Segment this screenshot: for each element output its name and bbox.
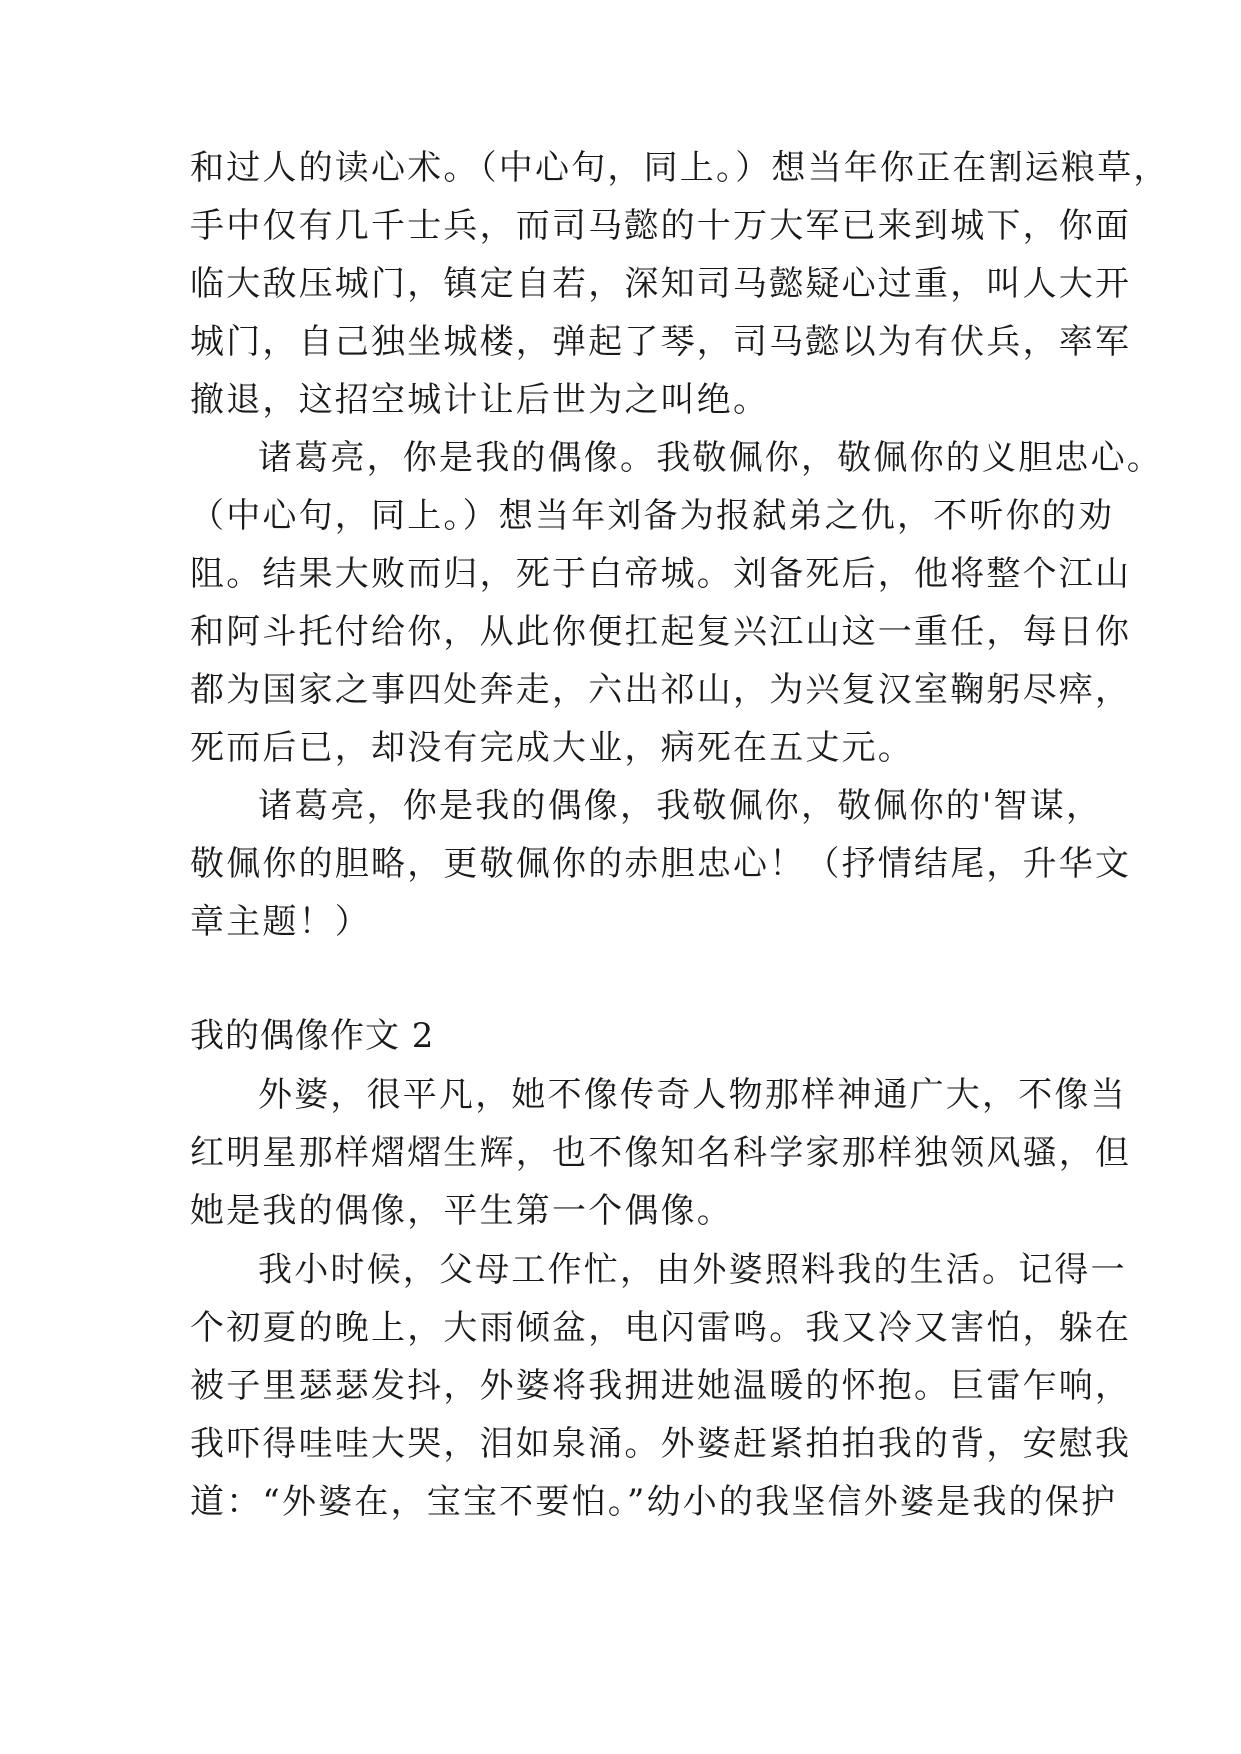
text-line: 被子里瑟瑟发抖，外婆将我拥进她温暖的怀抱。巨雷乍响，	[190, 1366, 1132, 1406]
text-line: 和过人的读心术。（中心句，同上。）想当年你正在割运粮草，	[190, 148, 1170, 188]
text-line: 我吓得哇哇大哭，泪如泉涌。外婆赶紧拍拍我的背，安慰我	[190, 1424, 1132, 1464]
text-line: 阻。结果大败而归，死于白帝城。刘备死后，他将整个江山	[190, 554, 1132, 594]
section-heading: 我的偶像作文 2	[190, 1016, 435, 1056]
text-line: 个初夏的晚上，大雨倾盆，电闪雷鸣。我又冷又害怕，躲在	[190, 1308, 1132, 1348]
text-line: 我小时候，父母工作忙，由外婆照料我的生活。记得一	[258, 1250, 1127, 1290]
text-line: 都为国家之事四处奔走，六出祁山，为兴复汉室鞠躬尽瘁，	[190, 670, 1132, 710]
text-line: 和阿斗托付给你，从此你便扛起复兴江山这一重任，每日你	[190, 612, 1132, 652]
text-line: 外婆，很平凡，她不像传奇人物那样神通广大，不像当	[258, 1075, 1127, 1115]
text-line: 诸葛亮，你是我的偶像。我敬佩你，敬佩你的义胆忠心。	[258, 438, 1163, 478]
text-line: 死而后已，却没有完成大业，病死在五丈元。	[190, 728, 914, 768]
text-line: 城门，自己独坐城楼，弹起了琴，司马懿以为有伏兵，率军	[190, 322, 1132, 362]
text-line: 敬佩你的胆略，更敬佩你的赤胆忠心！（抒情结尾，升华文	[190, 844, 1132, 884]
text-line: 章主题！）	[190, 902, 371, 942]
text-line: 她是我的偶像，平生第一个偶像。	[190, 1191, 733, 1231]
text-line: 撤退，这招空城计让后世为之叫绝。	[190, 380, 770, 420]
text-line: （中心句，同上。）想当年刘备为报弑弟之仇，不听你的劝	[190, 496, 1115, 536]
text-line: 诸葛亮，你是我的偶像，我敬佩你，敬佩你的'智谋，	[258, 786, 1103, 826]
text-line: 道：“外婆在，宝宝不要怕。”幼小的我坚信外婆是我的保护	[190, 1482, 1118, 1522]
text-line: 临大敌压城门，镇定自若，深知司马懿疑心过重，叫人大开	[190, 264, 1132, 304]
text-line: 手中仅有几千士兵，而司马懿的十万大军已来到城下，你面	[190, 206, 1132, 246]
text-line: 红明星那样熠熠生辉，也不像知名科学家那样独领风骚，但	[190, 1133, 1132, 1173]
